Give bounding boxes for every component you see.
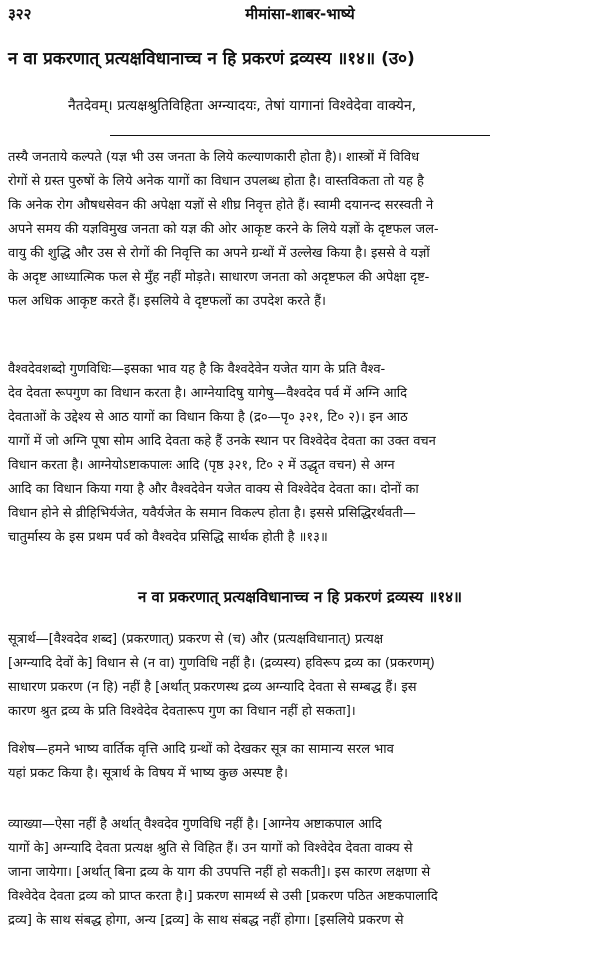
text-line: विधान करता है। आग्नेयोऽष्टाकपालः आदि (पृष्ठ ३२१, टि० २ में उद्धृत वचन) से अग्न (8, 458, 395, 473)
text-line: सूत्रार्थ—[वैश्वदेव शब्द] (प्रकरणात्) प्रकरण से (च) और (प्रत्यक्षविधानात्) प्रत्यक्ष (8, 632, 384, 647)
text-line: आदि का विधान किया गया है और वैश्वदेवेन यजेत वाक्य से विश्वेदेव देवता का। दोनों का (8, 482, 419, 497)
paragraph-2 (8, 358, 592, 550)
sutra-heading-top: न वा प्रकरणात् प्रत्यक्षविधानाच्च न हि प्रकरणं द्रव्यस्य ॥१४॥ (उ०) (8, 49, 415, 69)
bhashya-line: नैतदेवम्। प्रत्यक्षश्रुतिविहिता अग्न्यादयः, तेषां यागानां विश्वेदेवा वाक्येन, (68, 98, 417, 114)
text-line: व्याख्या—ऐसा नहीं है अर्थात् वैश्वदेव गुणविधि नहीं है। [आग्नेय अष्टाकपाल आदि (8, 817, 382, 832)
page-number: ३२२ (8, 5, 32, 23)
paragraph-5 (8, 813, 592, 933)
text-line: चातुर्मास्य के इस प्रथम पर्व को वैश्वदेव प्रसिद्धि सार्थक होती है ॥१३॥ (8, 530, 328, 545)
page-header (8, 4, 592, 28)
text-line: [अग्न्यादि देवों के] विधान से (न वा) गुणविधि नहीं है। (द्रव्यस्य) हविरूप द्रव्य का (प्रकरणम्) (8, 656, 435, 671)
text-line: देवताओं के उद्देश्य से आठ यागों का विधान किया है (द्र०—पृ० ३२१, टि० २)। इन आठ (8, 410, 408, 425)
text-line: द्रव्य] के साथ संबद्ध होगा, अन्य [द्रव्य] के साथ संबद्ध नहीं होगा। [इसलिये प्रकरण से (8, 913, 404, 928)
sutra-heading-mid: न वा प्रकरणात् प्रत्यक्षविधानाच्च न हि प्रकरणं द्रव्यस्य ॥१४॥ (138, 588, 462, 606)
text-line: साधारण प्रकरण (न हि) नहीं है [अर्थात् प्रकरणस्थ द्रव्य अग्न्यादि देवता से सम्बद्ध हैं। इस (8, 680, 417, 695)
text-line: वैश्वदेवशब्दो गुणविधिः—इसका भाव यह है कि वैश्वदेवेन यजेत याग के प्रति वैश्व- (8, 362, 386, 377)
text-line: फल अधिक आकृष्ट करते हैं। इसलिये वे दृष्टफलों का उपदेश करते हैं। (8, 294, 326, 309)
text-line: वायु की शुद्धि और उस से रोगों की निवृत्ति का अपने ग्रन्थों में उल्लेख किया है। इससे वे यज्ञों (8, 246, 430, 261)
text-line: विधान होने से व्रीहिभिर्यजेत, यवैर्यजेत के समान विकल्प होता है। इससे प्रसिद्धिरर्थवती— (8, 506, 416, 521)
text-line: विश्वेदेव देवता द्रव्य को प्राप्त करता है।] प्रकरण सामर्थ्य से उसी [प्रकरण पठित अष्टकपालादि (8, 889, 438, 904)
text-line: के अदृष्ट आध्यात्मिक फल से मुँह नहीं मोड़ते। साधारण जनता को अदृष्टफल की अपेक्षा दृष्ट- (8, 270, 430, 285)
running-title: मीमांसा-शाबर-भाष्ये (245, 5, 355, 23)
text-line: यागों के] अग्न्यादि देवता प्रत्यक्ष श्रुति से विहित हैं। उन यागों को विश्वेदेव देवता वाक्य से (8, 841, 413, 856)
text-line: यागों में जो अग्नि पूषा सोम आदि देवता कहे हैं उनके स्थान पर विश्वेदेव देवता का उक्त वचन (8, 434, 436, 449)
paragraph-4 (8, 738, 592, 786)
text-line: कारण श्रुत द्रव्य के प्रति विश्वेदेव देवतारूप गुण का विधान नहीं हो सकता]। (8, 704, 356, 719)
text-line: विशेष—हमने भाष्य वार्तिक वृत्ति आदि ग्रन्थों को देखकर सूत्र का सामान्य सरल भाव (8, 742, 394, 757)
divider-rule (110, 135, 490, 136)
text-line: जाना जायेगा। [अर्थात् बिना द्रव्य के याग की उपपत्ति नहीं हो सकती]। इस कारण लक्षणा से (8, 865, 431, 880)
paragraph-1 (8, 146, 592, 314)
text-line: यहां प्रकट किया है। सूत्रार्थ के विषय में भाष्य कुछ अस्पष्ट है। (8, 766, 288, 781)
paragraph-3 (8, 628, 592, 724)
text-line: कि अनेक रोग औषधसेवन की अपेक्षा यज्ञों से शीघ्र निवृत्त होते हैं। स्वामी दयानन्द सरस्वती ने (8, 198, 434, 213)
text-line: देव देवता रूपगुण का विधान करता है। आग्नेयादिषु यागेषु—वैश्वदेव पर्व में अग्नि आदि (8, 386, 408, 401)
text-line: तस्यै जनताये कल्पते (यज्ञ भी उस जनता के लिये कल्याणकारी होता है)। शास्त्रों में विविध (8, 150, 420, 165)
text-line: रोगों से ग्रस्त पुरुषों के लिये अनेक यागों का विधान उपलब्ध होता है। वास्तविकता तो यह है (8, 174, 424, 189)
text-line: अपने समय की यज्ञविमुख जनता को यज्ञ की ओर आकृष्ट करने के लिये यज्ञों के दृष्टफल जल- (8, 222, 439, 237)
